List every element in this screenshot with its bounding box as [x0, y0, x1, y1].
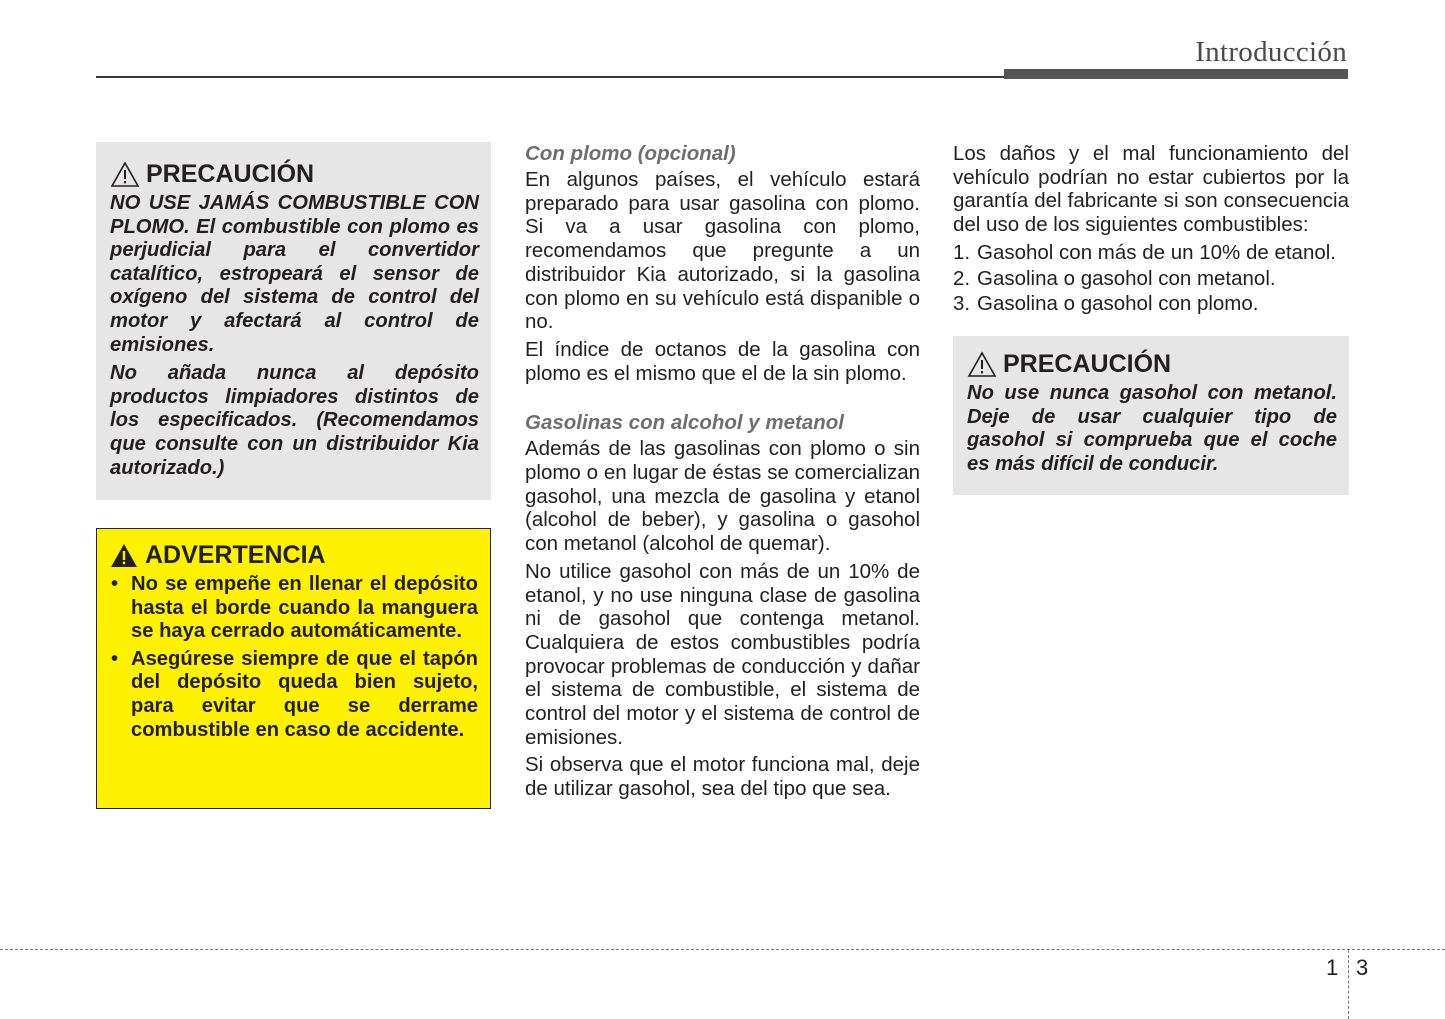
list-text: Gasolina o gasohol con plomo.	[977, 292, 1259, 316]
paragraph: Los daños y el mal funcionamiento del vehículo podrían no estar cubiertos por la garantía del fabricante si son consecuencia del uso de los siguientes combustibles:	[953, 142, 1349, 237]
fuel-list	[953, 241, 1349, 316]
list-number: 2.	[953, 266, 971, 290]
header-rule-accent	[1004, 69, 1348, 79]
list-number: 3.	[953, 292, 971, 316]
caution-triangle-icon	[967, 351, 997, 378]
paragraph: No utilice gasohol con más de un 10% de etanol, y no use ninguna clase de gasolina ni de gasohol que contenga metanol. Cualquiera de estos combustibles podría provocar problemas de conducción y dañar el sistema de combustible, el sistema de control del motor y el sistema de control de emisiones.	[525, 559, 920, 749]
list-item: • Asegúrese siempre de que el tapón del depósito queda bien sujeto, para evitar que se derrame combustible en caso de accidente.	[109, 648, 478, 742]
caution-title	[967, 350, 1337, 379]
header-rule	[96, 76, 1006, 78]
paragraph: Además de las gasolinas con plomo o sin plomo o en lugar de éstas se comercializan gasohol, una mezcla de gasolina y etanol (alcohol de beber), y gasolina o gasohol con metanol (alcohol de quemar).	[525, 437, 920, 556]
section-heading-alcohol: Gasolinas con alcohol y metanol	[525, 411, 844, 435]
caution-title-text: PRECAUCIÓN	[146, 160, 315, 188]
caution-title-text: PRECAUCIÓN	[1003, 349, 1172, 378]
section-heading-leaded: Con plomo (opcional)	[525, 142, 736, 165]
caution-paragraph: NO USE JAMÁS COMBUSTIBLE CON PLOMO. El combustible con plomo es perjudicial para el convertidor catalítico, estropeará el sensor de oxígeno del sistema de control del motor y afectará al control de emisiones.	[110, 192, 479, 356]
caution-box-right	[953, 336, 1349, 495]
spacer	[525, 389, 920, 411]
list-text: Gasolina o gasohol con metanol.	[977, 266, 1276, 290]
right-column	[953, 142, 1349, 495]
warning-title	[109, 541, 478, 570]
page-number: 3	[1356, 955, 1369, 980]
list-item	[953, 241, 1349, 265]
warning-title-text: ADVERTENCIA	[145, 541, 326, 569]
list-item: • No se empeñe en llenar el depósito hasta el borde cuando la manguera se haya cerrado automáticamente.	[109, 573, 478, 644]
paragraph: Si observa que el motor funciona mal, deje de utilizar gasohol, sea del tipo que sea.	[525, 753, 920, 801]
list-item	[953, 267, 1349, 291]
list-item	[953, 292, 1349, 316]
caution-box-left	[96, 142, 491, 500]
caution-title	[110, 160, 479, 189]
warning-triangle-icon	[109, 542, 139, 569]
caution-triangle-icon	[110, 161, 140, 188]
paragraph: El índice de octanos de la gasolina con plomo es el mismo que el de la sin plomo.	[525, 337, 920, 385]
paragraph: En algunos países, el vehículo estará preparado para usar gasolina con plomo. Si va a usar gasolina con plomo, recomendamos que pregunte a un distribuidor Kia autorizado, si la gasolina con plomo en su vehículo está dispanible o no.	[525, 168, 920, 334]
caution-paragraph: No añada nunca al depósito productos limpiadores distintos de los especificados. (Recomendamos que consulte con un distribuidor Kia autorizado.)	[110, 362, 479, 479]
page-header-title: Introducción	[1195, 36, 1347, 68]
footer-dashed-rule	[0, 949, 1445, 950]
caution-paragraph: No use nunca gasohol con metanol. Deje de usar cualquier tipo de gasohol si comprueba que el coche es más difícil de conducir.	[967, 381, 1337, 475]
list-number: 1.	[953, 240, 971, 264]
list-text: Gasohol con más de un 10% de etanol.	[977, 240, 1336, 264]
chapter-number: 1	[1326, 955, 1339, 980]
footer-divider	[1348, 950, 1349, 1019]
warning-box	[96, 528, 491, 809]
left-column	[96, 142, 491, 809]
warning-list	[109, 573, 478, 742]
middle-column	[525, 142, 920, 805]
